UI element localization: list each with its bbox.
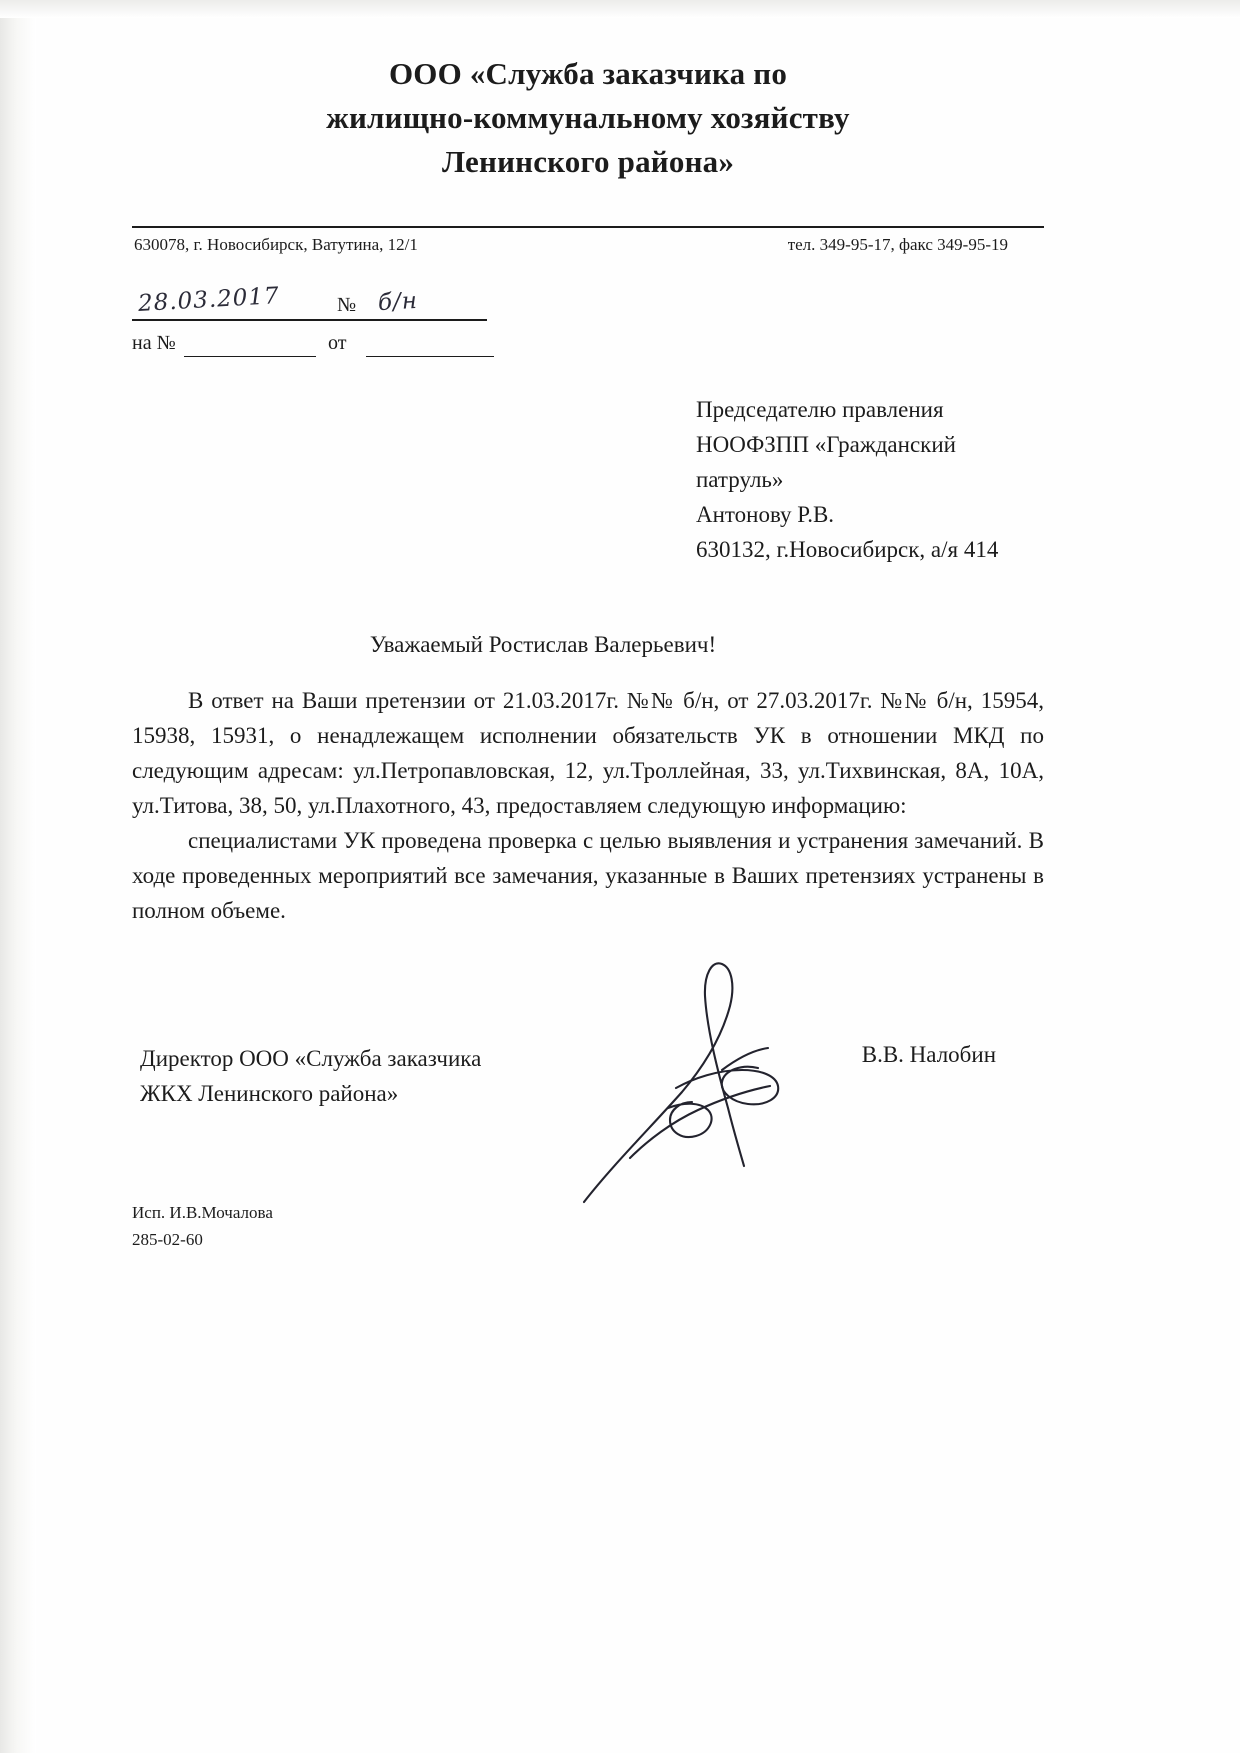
letterhead-line-1: ООО «Служба заказчика по [388,56,788,91]
signature-block [132,1024,1044,1194]
document-content [132,0,1044,1253]
addressee-line-1: Председателю правления [696,397,944,423]
signer-position [140,1042,610,1111]
contacts-row [132,235,1044,255]
letterhead-line-3: Ленинского района» [441,144,735,180]
letterhead-line-2: жилищно-коммунальному хозяйству [326,100,850,136]
salutation: Уважаемый Ростислав Валерьевич! [369,631,717,657]
registration-block [132,285,512,357]
incoming-date-blank [366,356,494,357]
addressee-line-3: Антонову Р.В. [696,501,835,527]
organization-address: 630078, г. Новосибирск, Ватутина, 12/1 [134,235,418,255]
executor-phone: 285-02-60 [132,1229,203,1249]
signer-name: В.В. Налобин [861,1042,996,1068]
body-paragraph-1: В ответ на Ваши претензии от 21.03.2017г. №№ б/н, от 27.03.2017г. №№ б/н, 15954, 15938, 15931, о ненадлежащем исполнении обязательств УК в отношении МКД по следующим адресам: ул.Петропавловская, 12, ул.Троллейная, 33, ул.Тихвинская, 8А, 10А, ул.Титова, 38, 50, ул.Плахотного, 43, предоставляем следующую информацию: [132,687,1044,818]
registration-underline [132,319,487,321]
incoming-number-label: на № [132,332,176,355]
signer-position-line-2: ЖКХ Ленинского района» [140,1080,399,1106]
incoming-date-label: от [328,332,347,355]
executor-block [132,1200,1044,1253]
handwritten-signature-icon [572,952,902,1212]
number-sign-label: № [337,294,357,317]
registration-row-outgoing [132,285,512,319]
letterhead [132,52,1044,184]
signer-position-line-1: Директор ООО «Служба заказчика [140,1046,482,1072]
letterhead-divider [132,226,1044,228]
body-paragraph-2: специалистами УК проведена проверка с целью выявления и устранения замечаний. В ходе проведенных мероприятий все замечания, указанные в Ваших претензиях устранены в полном объеме. [132,827,1044,923]
addressee-block [696,393,1044,568]
handwritten-number: б/н [377,287,419,317]
executor-name: Исп. И.В.Мочалова [132,1203,273,1223]
addressee-line-4: 630132, г.Новосибирск, а/я 414 [696,536,999,562]
addressee-line-2: НООФЗПП «Гражданский патруль» [696,432,956,492]
handwritten-date: 28.03.2017 [137,283,281,317]
letter-body [132,684,1044,929]
registration-row-incoming [132,329,512,357]
incoming-number-blank [184,356,316,357]
scan-edge-shadow-left [0,0,36,1753]
organization-phone: тел. 349-95-17, факс 349-95-19 [787,235,1008,255]
